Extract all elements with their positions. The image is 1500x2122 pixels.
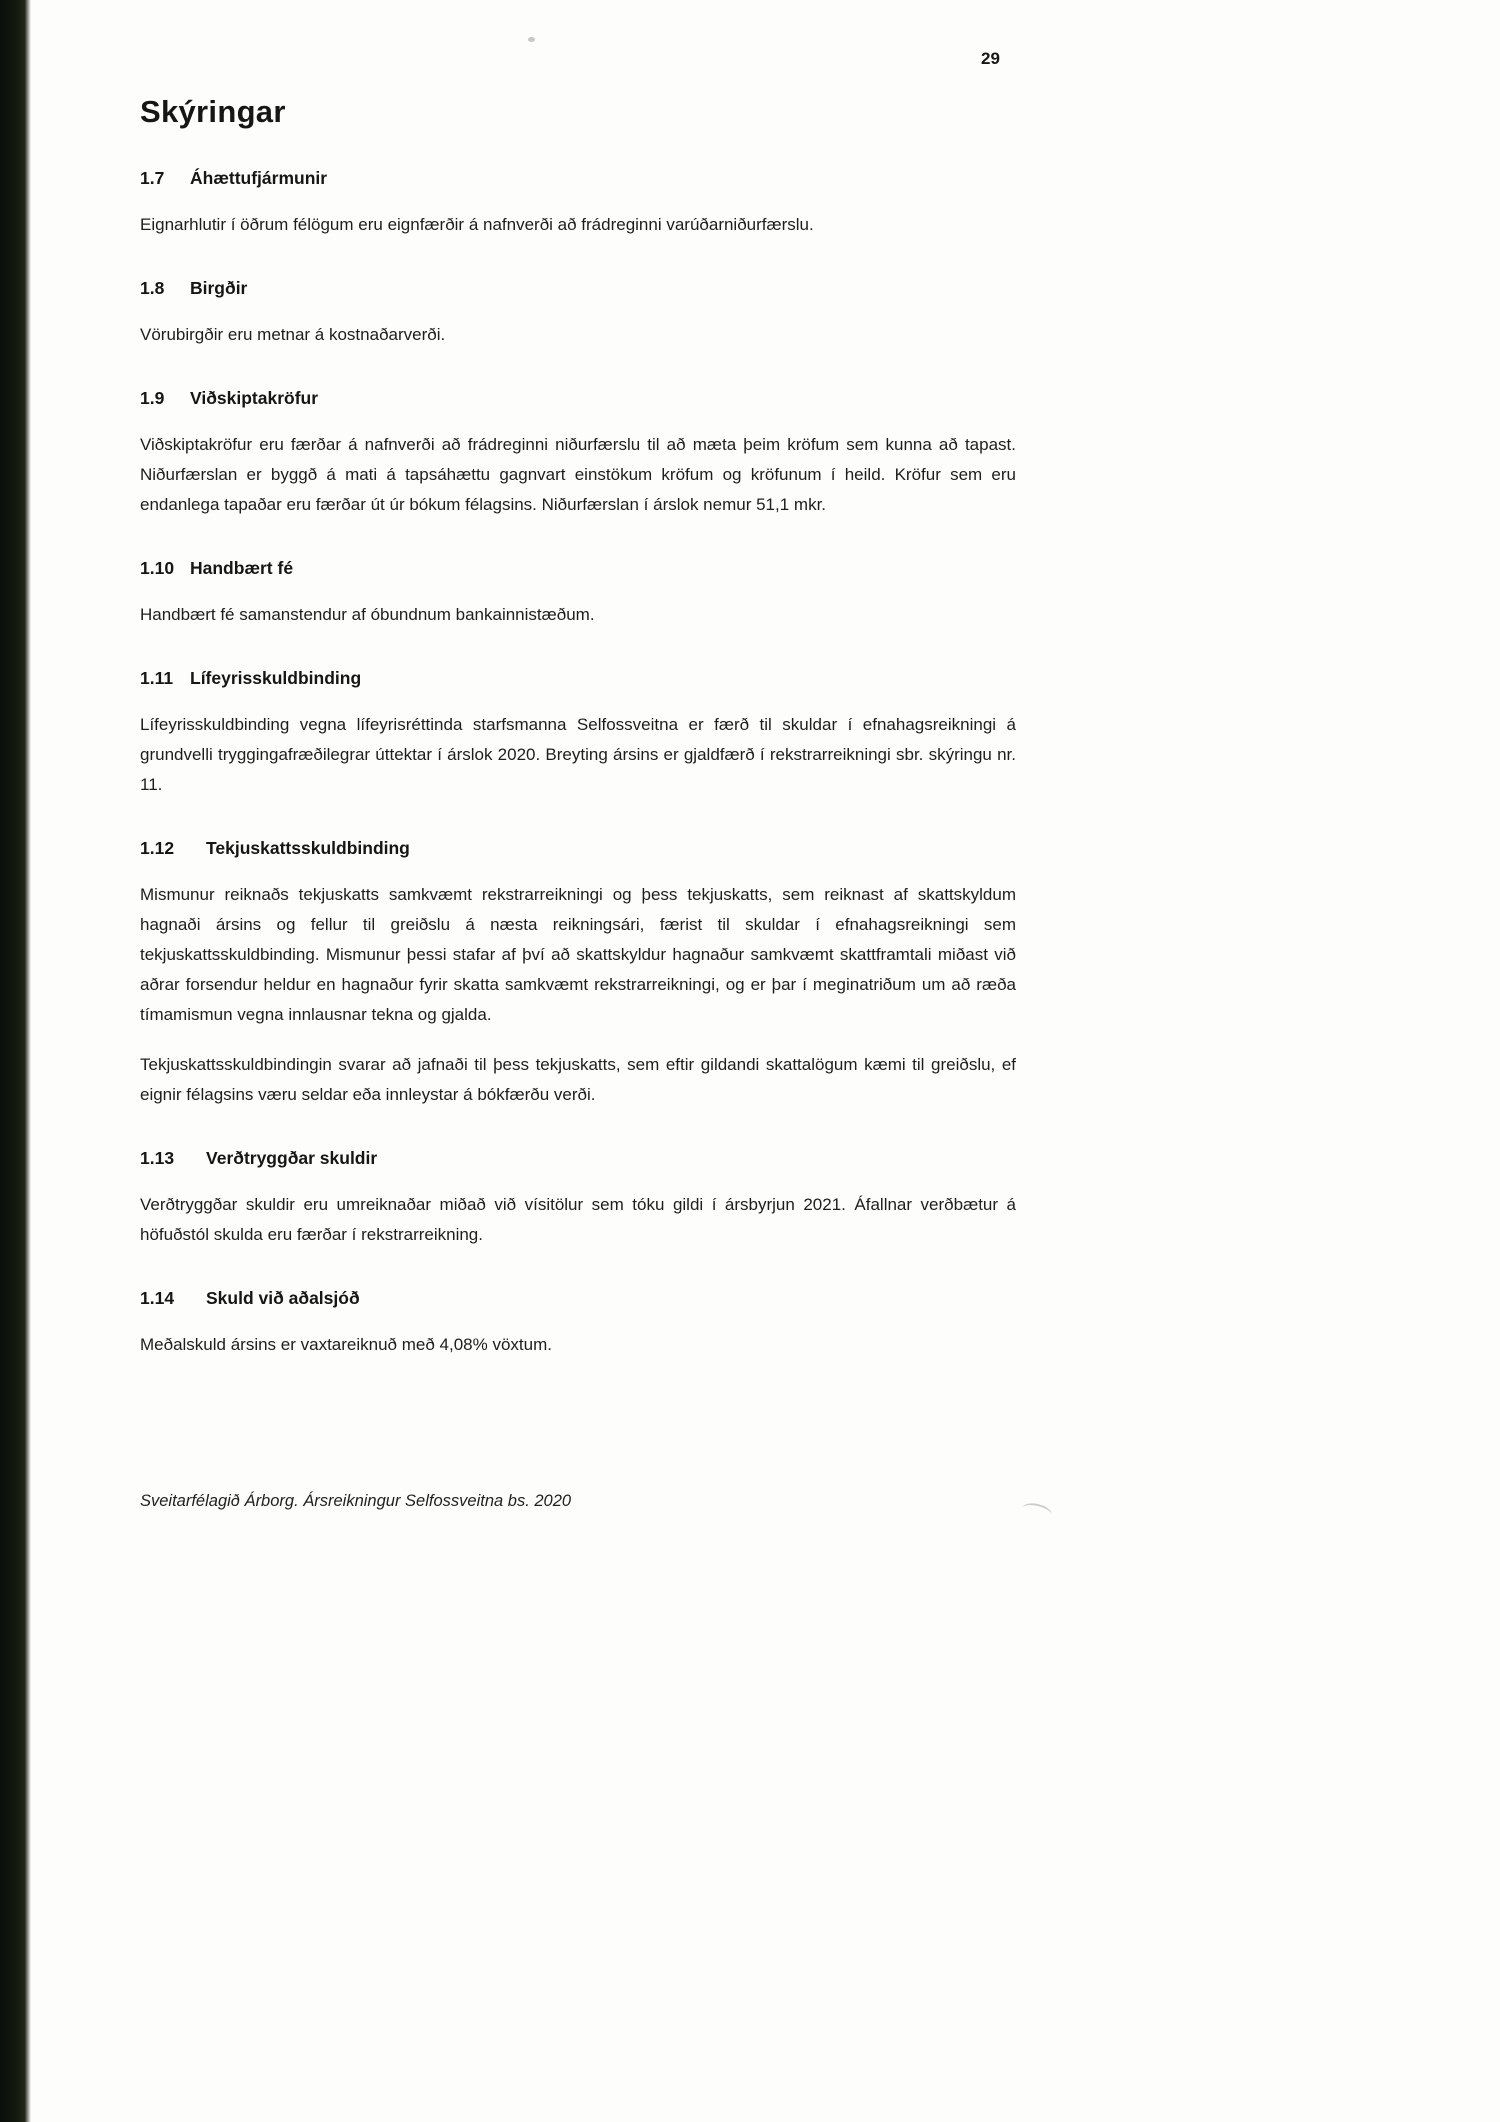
section-heading [140,386,1016,410]
section-title: Verðtryggðar skuldir [206,1148,378,1168]
scan-squiggle-artifact [1021,1501,1054,1523]
section-1-9 [140,386,1016,520]
section-heading [140,276,1016,300]
page-title: Skýringar [140,94,286,129]
paragraph: Tekjuskattsskuldbindingin svarar að jafnaði til þess tekjuskatts, sem eftir gildandi skattalögum kæmi til greiðslu, ef eignir félagsins væru seldar eða innleystar á bókfærðu verði. [140,1055,1016,1104]
section-number: 1.11 [140,668,174,688]
section-title: Viðskiptakröfur [190,388,319,408]
section-1-7 [140,166,1016,240]
section-number: 1.9 [140,388,165,408]
page-footer: Sveitarfélagið Árborg. Ársreikningur Selfossveitna bs. 2020 [140,1492,572,1510]
section-heading [140,166,1016,190]
scan-edge-band [0,0,31,2122]
section-heading [140,556,1016,580]
paragraph: Handbært fé samanstendur af óbundnum bankainnistæðum. [140,605,595,624]
section-heading [140,836,1016,860]
paragraph: Verðtryggðar skuldir eru umreiknaðar miðað við vísitölur sem tóku gildi í ársbyrjun 2021. Áfallnar verðbætur á höfuðstól skulda eru færðar í rekstrarreikning. [140,1195,1016,1244]
section-heading [140,1286,1016,1310]
section-number: 1.13 [140,1148,175,1168]
section-1-8 [140,276,1016,350]
paragraph: Eignarhlutir í öðrum félögum eru eignfærðir á nafnverði að frádreginni varúðarniðurfærslu. [140,215,814,234]
section-title: Skuld við aðalsjóð [206,1288,360,1308]
section-title: Lífeyrisskuldbinding [190,668,362,688]
section-heading [140,666,1016,690]
paragraph: Lífeyrisskuldbinding vegna lífeyrisréttinda starfsmanna Selfossveitna er færð til skuldar í efnahagsreikningi á grundvelli tryggingafræðilegrar úttektar í árslok 2020. Breyting ársins er gjaldfærð í rekstrarreikningi sbr. skýringu nr. 11. [140,715,1016,794]
section-1-11 [140,666,1016,800]
page-number: 29 [981,49,1000,68]
paragraph: Mismunur reiknaðs tekjuskatts samkvæmt rekstrarreikningi og þess tekjuskatts, sem reiknast af skattskyldum hagnaði ársins og fellur til greiðslu á næsta reikningsári, færist til skuldar í efnahagsreikningi sem tekjuskattsskuldbinding. Mismunur þessi stafar af því að skattskyldur hagnaður samkvæmt skattframtali miðast við aðrar forsendur heldur en hagnaður fyrir skatta samkvæmt rekstrarreikningi, og er þar í meginatriðum um að ræða tímamismun vegna innlausnar tekna og gjalda. [140,885,1016,1024]
section-1-13 [140,1146,1016,1250]
section-1-10 [140,556,1016,630]
paragraph: Meðalskuld ársins er vaxtareiknuð með 4,08% vöxtum. [140,1335,552,1354]
section-number: 1.10 [140,558,175,578]
section-number: 1.12 [140,838,175,858]
paragraph: Viðskiptakröfur eru færðar á nafnverði að frádreginni niðurfærslu til að mæta þeim kröfum sem kunna að tapast. Niðurfærslan er byggð á mati á tapsáhættu gagnvart einstökum kröfum og kröfunum í heild. Kröfur sem eru endanlega tapaðar eru færðar út úr bókum félagsins. Niðurfærslan í árslok nemur 51,1 mkr. [140,435,1016,514]
section-number: 1.7 [140,168,165,188]
paragraph: Vörubirgðir eru metnar á kostnaðarverði. [140,325,446,344]
section-title: Áhættufjármunir [190,168,328,188]
section-heading [140,1146,1016,1170]
section-1-14 [140,1286,1016,1360]
section-1-12 [140,836,1016,1110]
section-title: Tekjuskattsskuldbinding [206,838,410,858]
section-number: 1.14 [140,1288,175,1308]
document-content [140,0,1016,1360]
section-title: Handbært fé [190,558,294,578]
section-title: Birgðir [190,278,248,298]
section-number: 1.8 [140,278,165,298]
